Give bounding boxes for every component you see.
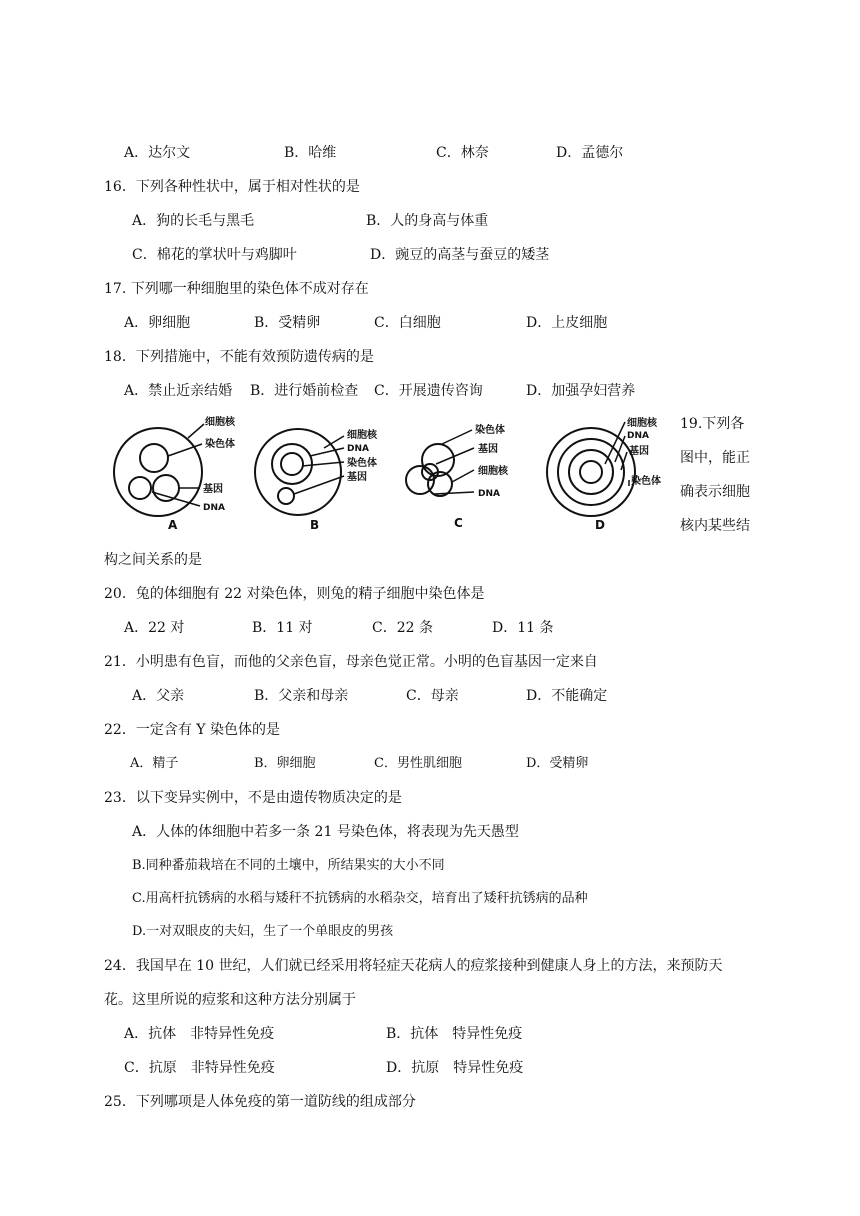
q16-option-d: D．豌豆的高茎与蚕豆的矮茎 bbox=[370, 247, 550, 263]
q17-option-d: D．上皮细胞 bbox=[526, 315, 608, 331]
q24-option-c: C．抗原 非特异性免疫 bbox=[124, 1060, 275, 1076]
figure-a bbox=[110, 408, 245, 537]
figure-a-letter: A bbox=[168, 518, 178, 532]
figure-d-label-1: 细胞核 bbox=[627, 418, 657, 429]
dna-circle bbox=[153, 475, 179, 501]
figure-d bbox=[545, 408, 680, 537]
q16-option-c: C．棉花的掌状叶与鸡脚叶 bbox=[132, 247, 297, 263]
figure-a-label-4: DNA bbox=[203, 503, 225, 513]
q20-option-c: C．22 条 bbox=[372, 620, 433, 636]
q19-stem-line-2: 图中，能正 bbox=[680, 450, 750, 466]
chromosome-circle bbox=[140, 444, 168, 472]
figure-a-label-3: 基因 bbox=[203, 484, 223, 495]
dna-circle bbox=[272, 444, 312, 484]
q17-option-b: B．受精卵 bbox=[254, 315, 321, 331]
q24-option-a: A．抗体 非特异性免疫 bbox=[124, 1026, 275, 1042]
q18-option-d: D．加强孕妇营养 bbox=[526, 383, 636, 399]
q24-stem-cont: 花。这里所说的痘浆和这种方法分别属于 bbox=[104, 992, 356, 1008]
q15-option-a: A．达尔文 bbox=[124, 145, 191, 161]
figure-b-label-2: DNA bbox=[347, 444, 369, 454]
q23-stem: 23．以下变异实例中，不是由遗传物质决定的是 bbox=[104, 790, 402, 806]
gene-circle bbox=[129, 477, 151, 499]
q22-stem: 22．一定含有 Y 染色体的是 bbox=[104, 722, 280, 738]
figure-b-letter: B bbox=[310, 518, 320, 532]
figure-a-label-2: 染色体 bbox=[205, 439, 235, 450]
dna-circle bbox=[558, 439, 624, 505]
q22-option-a: A．精子 bbox=[130, 756, 179, 771]
q18-option-c: C．开展遗传咨询 bbox=[374, 383, 483, 399]
q19-stem-cont: 构之间关系的是 bbox=[104, 552, 202, 568]
q20-option-d: D．11 条 bbox=[492, 620, 554, 636]
figure-c-label-4: DNA bbox=[478, 489, 500, 499]
figure-b-label-1: 细胞核 bbox=[347, 430, 377, 441]
q18-option-a: A．禁止近亲结婚 bbox=[124, 383, 233, 399]
figure-b bbox=[252, 408, 387, 537]
q22-option-d: D．受精卵 bbox=[526, 756, 589, 771]
q19-stem-line-3: 确表示细胞 bbox=[680, 484, 750, 500]
q21-option-c: C．母亲 bbox=[406, 688, 459, 704]
q23-option-a: A．人体的体细胞中若多一条 21 号染色体，将表现为先天愚型 bbox=[132, 824, 519, 840]
q21-option-a: A．父亲 bbox=[132, 688, 185, 704]
q17-option-c: C．白细胞 bbox=[374, 315, 441, 331]
figure-b-label-4: 基因 bbox=[347, 472, 367, 483]
chromosome-circle bbox=[281, 453, 303, 475]
figure-d-label-2: DNA bbox=[627, 431, 649, 441]
gene-circle bbox=[278, 488, 294, 504]
q20-option-a: A．22 对 bbox=[124, 620, 185, 636]
figure-a-label-1: 细胞核 bbox=[205, 417, 235, 428]
q17-option-a: A．卵细胞 bbox=[124, 315, 191, 331]
q18-stem: 18．下列措施中，不能有效预防遗传病的是 bbox=[104, 349, 374, 365]
figure-d-label-4: 染色体 bbox=[631, 476, 661, 487]
chromosome-circle bbox=[547, 428, 635, 516]
q16-option-a: A．狗的长毛与黑毛 bbox=[132, 213, 255, 229]
q18-option-b: B．进行婚前检查 bbox=[250, 383, 359, 399]
q22-option-b: B．卵细胞 bbox=[254, 756, 316, 771]
q17-stem: 17. 下列哪一种细胞里的染色体不成对存在 bbox=[104, 281, 369, 297]
figure-d-diagram bbox=[545, 408, 680, 533]
q15-option-b: B．哈维 bbox=[284, 145, 337, 161]
figure-c-diagram bbox=[400, 408, 535, 533]
q25-stem: 25．下列哪项是人体免疫的第一道防线的组成部分 bbox=[104, 1094, 416, 1110]
figure-c bbox=[400, 408, 535, 537]
figure-d-letter: D bbox=[595, 518, 605, 532]
q24-stem: 24．我国早在 10 世纪，人们就已经采用将轻症天花病人的痘浆接种到健康人身上的方法，来预防天 bbox=[104, 958, 723, 974]
q15-option-c: C．林奈 bbox=[436, 145, 489, 161]
q21-stem: 21．小明患有色盲，而他的父亲色盲，母亲色觉正常。小明的色盲基因一定来自 bbox=[104, 654, 598, 670]
figure-a-diagram bbox=[110, 408, 245, 533]
q21-option-d: D．不能确定 bbox=[526, 688, 608, 704]
figure-c-label-3: 细胞核 bbox=[478, 466, 508, 477]
q23-option-c: C.用高杆抗锈病的水稻与矮秆不抗锈病的水稻杂交，培育出了矮秆抗锈病的品种 bbox=[132, 891, 588, 906]
q22-option-c: C．男性肌细胞 bbox=[374, 756, 462, 771]
q20-stem: 20．兔的体细胞有 22 对染色体，则兔的精子细胞中染色体是 bbox=[104, 586, 485, 602]
q19-stem-line-1: 19.下列各 bbox=[680, 416, 745, 432]
figure-d-label-3: 基因 bbox=[629, 446, 649, 457]
nucleus-circle bbox=[580, 461, 602, 483]
gene-circle bbox=[569, 450, 613, 494]
q24-option-d: D．抗原 特异性免疫 bbox=[386, 1060, 524, 1076]
q20-option-b: B．11 对 bbox=[252, 620, 313, 636]
q19-stem-line-4: 核内某些结 bbox=[680, 518, 750, 534]
q16-stem: 16．下列各种性状中，属于相对性状的是 bbox=[104, 179, 360, 195]
q16-option-b: B．人的身高与体重 bbox=[366, 213, 489, 229]
figure-c-letter: C bbox=[454, 516, 463, 530]
figure-b-diagram bbox=[252, 408, 387, 533]
q23-option-d: D.一对双眼皮的夫妇，生了一个单眼皮的男孩 bbox=[132, 924, 394, 939]
q21-option-b: B．父亲和母亲 bbox=[254, 688, 349, 704]
q24-option-b: B．抗体 特异性免疫 bbox=[386, 1026, 523, 1042]
figure-b-label-3: 染色体 bbox=[347, 458, 377, 469]
q23-option-b: B.同种番茄栽培在不同的土壤中，所结果实的大小不同 bbox=[132, 858, 445, 873]
figure-c-label-2: 基因 bbox=[478, 444, 498, 455]
figure-c-label-1: 染色体 bbox=[475, 425, 505, 436]
q15-option-d: D．孟德尔 bbox=[556, 145, 624, 161]
